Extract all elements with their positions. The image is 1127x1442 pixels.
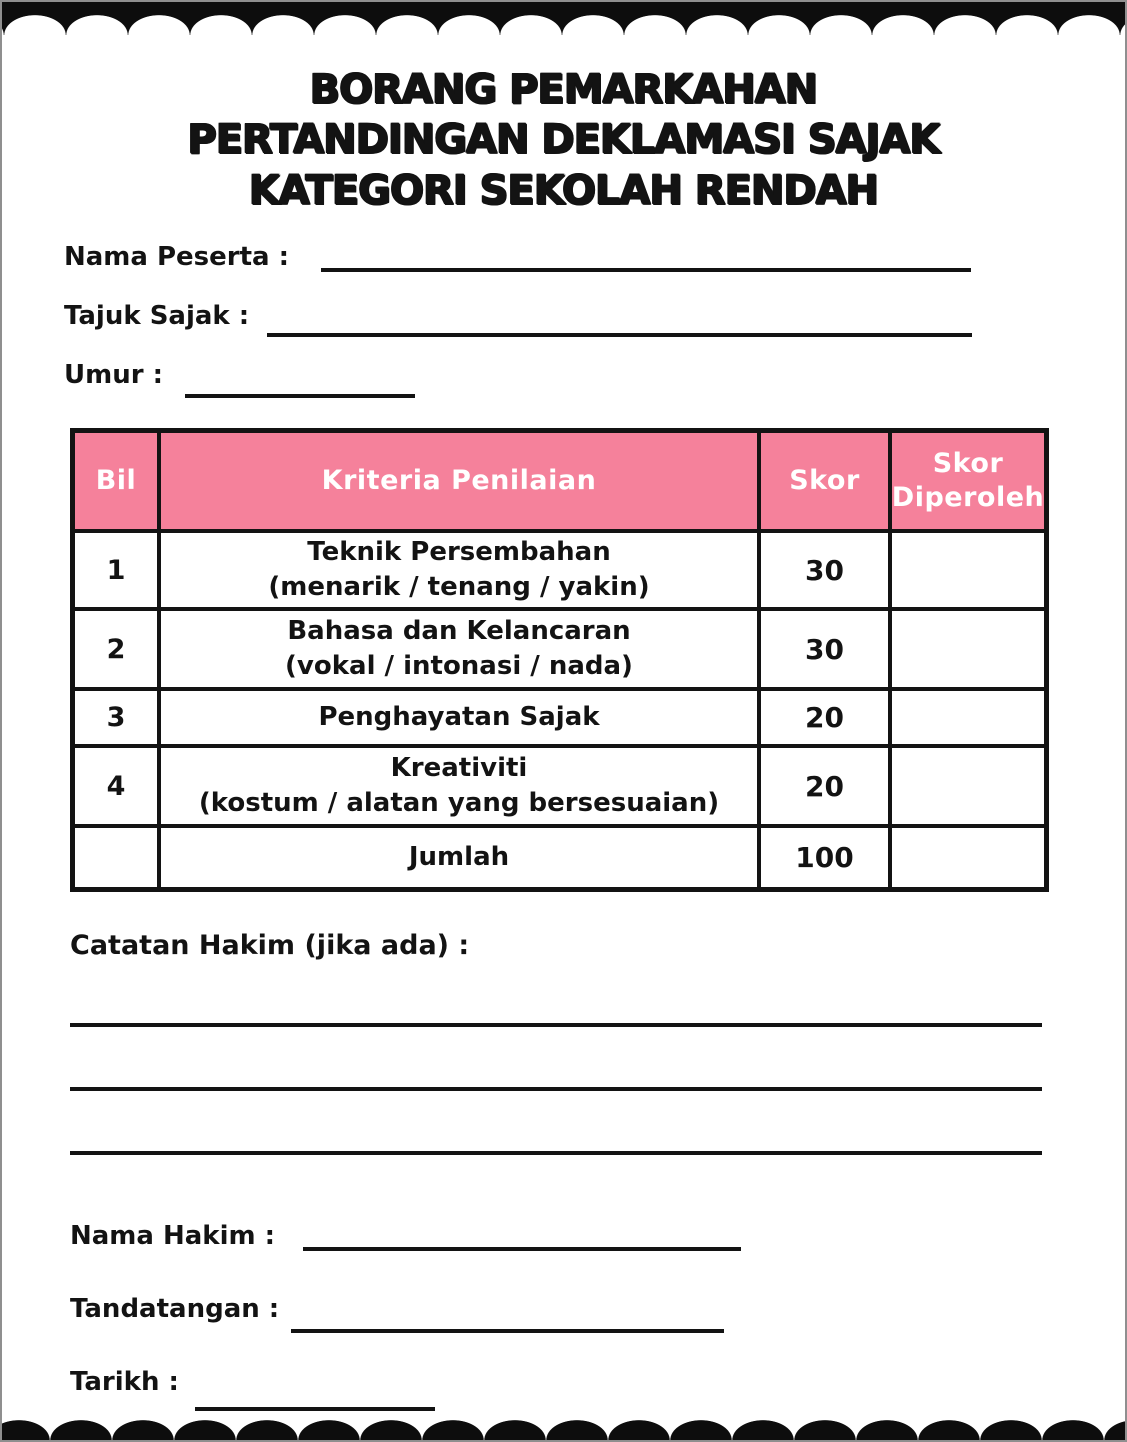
total-row-label: Jumlah (161, 828, 757, 887)
row1-kriteria-line2: (menarik / tenang / yakin) (268, 572, 650, 603)
col-header-kriteria: Kriteria Penilaian (161, 433, 757, 529)
nama-peserta-row (64, 238, 1125, 272)
tajuk-sajak-label: Tajuk Sajak : (64, 301, 250, 332)
form-title-line-2: PERTANDINGAN DEKLAMASI SAJAK (187, 117, 940, 164)
row3-kriteria-line1: Penghayatan Sajak (318, 702, 600, 733)
row4-kriteria-line1: Kreativiti (390, 753, 528, 784)
row1-skor-diperoleh-cell[interactable] (892, 533, 1044, 607)
scallop-bottom-border (2, 1420, 1125, 1440)
nama-peserta-input-line[interactable] (321, 242, 971, 272)
row3-kriteria (161, 691, 757, 744)
row3-skor-diperoleh-cell[interactable] (892, 691, 1044, 744)
row4-kriteria (161, 748, 757, 824)
nama-peserta-label: Nama Peserta : (64, 242, 290, 273)
row3-skor: 20 (761, 691, 888, 744)
row2-bil: 2 (75, 611, 157, 687)
tarikh-row (70, 1363, 1125, 1397)
row3-bil: 3 (75, 691, 157, 744)
row4-skor-diperoleh-cell[interactable] (892, 748, 1044, 824)
total-row-skor-diperoleh-cell[interactable] (892, 828, 1044, 887)
participant-fields (64, 238, 1125, 390)
total-row-bil (75, 828, 157, 887)
col-header-skor-diperoleh: Skor Diperoleh (892, 433, 1044, 529)
tarikh-input-line[interactable] (195, 1381, 435, 1411)
row1-kriteria-line1: Teknik Persembahan (307, 537, 611, 568)
scallop-top-border (2, 2, 1125, 35)
total-row-skor: 100 (761, 828, 888, 887)
notes-line-2[interactable] (70, 1087, 1042, 1091)
tajuk-sajak-row (64, 297, 1125, 331)
tandatangan-input-line[interactable] (291, 1303, 724, 1333)
catatan-hakim-label: Catatan Hakim (jika ada) : (70, 930, 470, 962)
notes-line-1[interactable] (70, 1023, 1042, 1027)
row4-skor: 20 (761, 748, 888, 824)
umur-row (64, 356, 1125, 390)
tajuk-sajak-input-line[interactable] (267, 307, 972, 337)
tandatangan-row (70, 1290, 1125, 1324)
tandatangan-label: Tandatangan : (70, 1294, 280, 1325)
row4-bil: 4 (75, 748, 157, 824)
row2-kriteria (161, 611, 757, 687)
row1-bil: 1 (75, 533, 157, 607)
form-title-line-3: KATEGORI SEKOLAH RENDAH (248, 167, 879, 214)
umur-input-line[interactable] (185, 368, 415, 398)
row2-kriteria-line2: (vokal / intonasi / nada) (285, 651, 633, 682)
col-header-skor: Skor (761, 433, 888, 529)
notes-line-3[interactable] (70, 1151, 1042, 1155)
nama-hakim-label: Nama Hakim : (70, 1221, 276, 1252)
nama-hakim-input-line[interactable] (303, 1221, 741, 1251)
nama-hakim-row (70, 1217, 1125, 1251)
tarikh-label: Tarikh : (70, 1367, 179, 1398)
score-table (70, 428, 1049, 892)
row2-kriteria-line1: Bahasa dan Kelancaran (287, 616, 631, 647)
row1-kriteria (161, 533, 757, 607)
form-title (2, 65, 1125, 216)
col-header-bil: Bil (75, 433, 157, 529)
judge-notes-section (70, 930, 1125, 1155)
row2-skor-diperoleh-cell[interactable] (892, 611, 1044, 687)
form-title-line-1: BORANG PEMARKAHAN (309, 67, 818, 113)
row2-skor: 30 (761, 611, 888, 687)
row1-skor: 30 (761, 533, 888, 607)
judge-signature-section (70, 1217, 1125, 1397)
row4-kriteria-line2: (kostum / alatan yang bersesuaian) (198, 788, 720, 819)
umur-label: Umur : (64, 360, 163, 391)
